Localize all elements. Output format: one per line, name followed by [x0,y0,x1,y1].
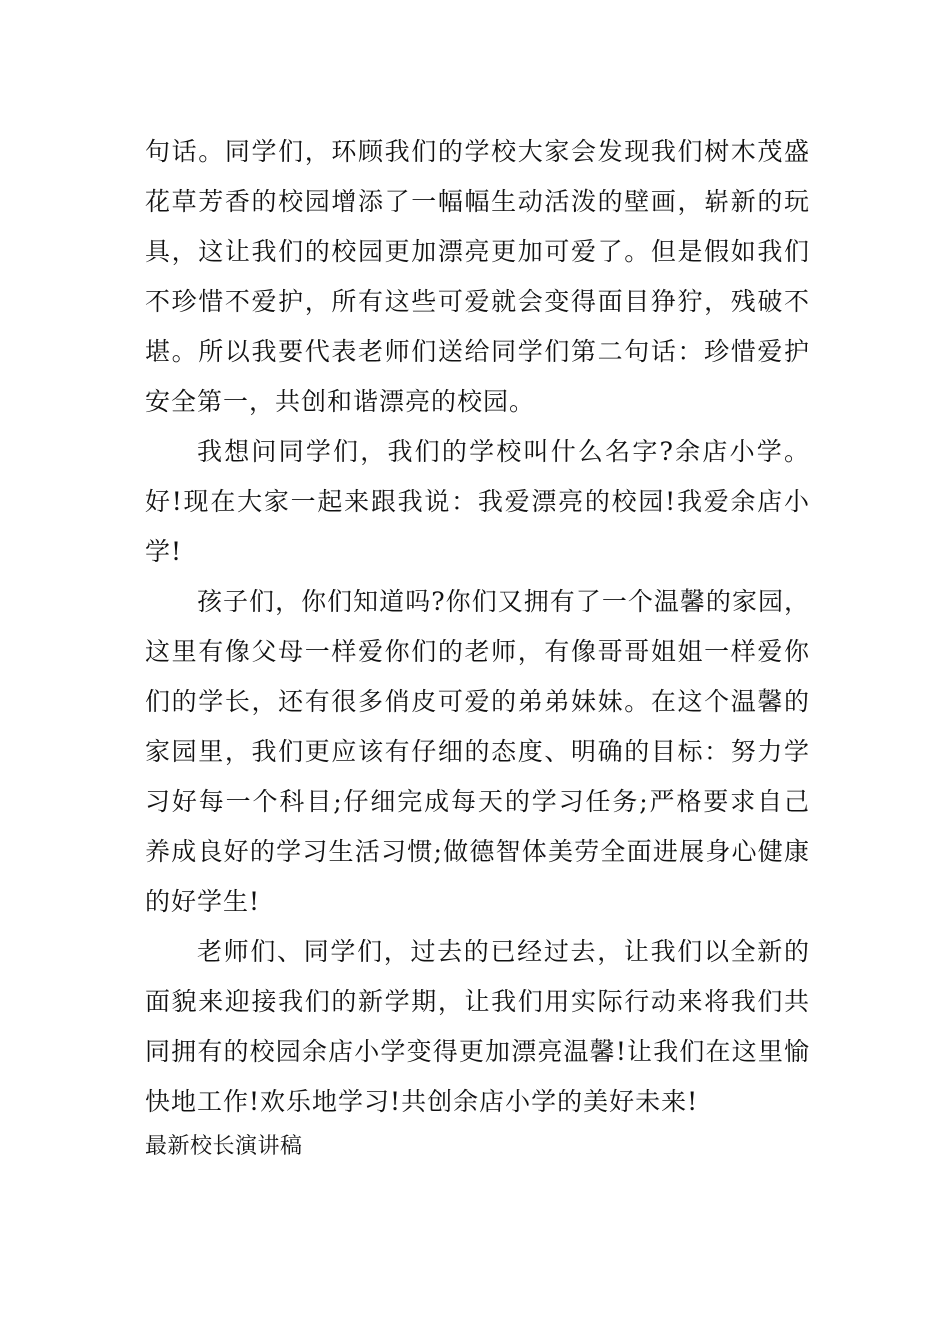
paragraph-1: 句话。同学们，环顾我们的学校大家会发现我们树木茂盛花草芳香的校园增添了一幅幅生动活泼的壁画，崭新的玩具，这让我们的校园更加漂亮更加可爱了。但是假如我们不珍惜不爱护，所有这些可爱就会变得面目狰狞，残破不堪。所以我要代表老师们送给同学们第二句话：珍惜爱护安全第一，共创和谐漂亮的校园。 [145,137,810,416]
document-body [145,127,810,1167]
document-title-next: 最新校长演讲稿 [145,1134,303,1159]
paragraph-4: 老师们、同学们，过去的已经过去，让我们以全新的面貌来迎接我们的新学期，让我们用实际行动来将我们共同拥有的校园余店小学变得更加漂亮温馨!让我们在这里愉快地工作!欢乐地学习!共创余店小学的美好未来! [145,937,810,1116]
paragraph-3: 孩子们，你们知道吗?你们又拥有了一个温馨的家园，这里有像父母一样爱你们的老师，有像哥哥姐姐一样爱你们的学长，还有很多俏皮可爱的弟弟妹妹。在这个温馨的家园里，我们更应该有仔细的态度、明确的目标：努力学习好每一个科目;仔细完成每天的学习任务;严格要求自己养成良好的学习生活习惯;做德智体美劳全面进展身心健康的好学生! [145,587,810,916]
paragraph-2: 我想问同学们，我们的学校叫什么名字?余店小学。好!现在大家一起来跟我说：我爱漂亮的校园!我爱余店小学! [145,437,810,566]
